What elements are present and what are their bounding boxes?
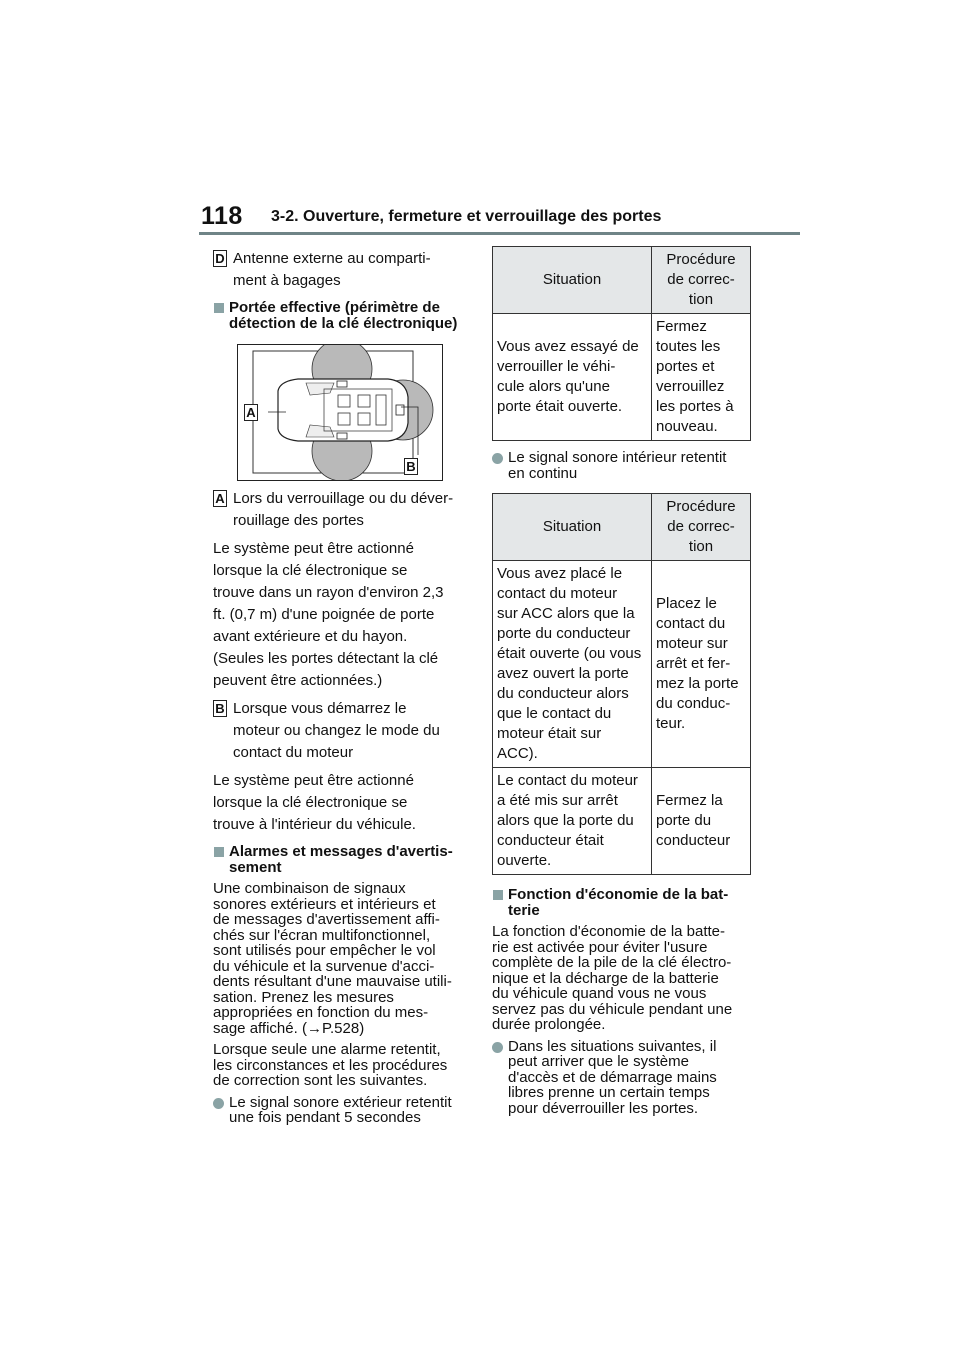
table-open-door [492,246,751,441]
figure-label-a: A [244,404,258,421]
header-divider [199,232,800,235]
label-a: A [213,490,227,507]
page-number: 118 [201,202,243,230]
section-square-icon [214,303,224,313]
item-b-text: Lorsque vous démarrez le moteur ou changez le mode du contact du moteur [233,700,440,761]
table2-header-situation: Situation [493,494,652,561]
paragraph-alarmes: Une combinaison de signaux sonores extérieurs et intérieurs et de messages d'avertissement affi- chés sur l'écran multifonctionnel, sont utilisés pour empêcher le vol du véhicule et la survenue d'acci- dents résultant d'une mauvaise utili- sation. Prenez les mesures appropriées en fonction du mes- sage affiché. (→P.528) [213,880,452,1037]
table1-cell: Vous avez essayé de verrouiller le véhi- cule alors qu'une porte était ouverte. [493,314,652,441]
bullet-icon [492,453,503,464]
left-column-lower [213,488,475,1130]
section-title: 3-2. Ouverture, fermeture et verrouillage des portes [271,208,662,225]
table2-cell: Le contact du moteur a été mis sur arrêt alors que la porte du conducteur était ouverte. [493,768,652,875]
table1-cell: Fermez toutes les portes et verrouillez les portes à nouveau. [652,314,751,441]
bullet-interior-signal: Le signal sonore intérieur retentit en continu [492,450,754,481]
item-d-text: Antenne externe au comparti- ment à bagages [233,250,431,289]
bullet-icon [213,1098,224,1109]
detection-range-figure [237,344,443,481]
section-square-icon [214,847,224,857]
figure-label-b: B [404,458,418,475]
label-b: B [213,700,227,717]
section-economie-batterie: Fonction d'économie de la bat- terie [492,887,754,918]
item-a [213,488,475,532]
bullet-icon [492,1042,503,1053]
paragraph-economie: La fonction d'économie de la batte- rie est activée pour éviter l'usure complète de la pile de la clé électro- nique et la décharge de la batterie du véhicule quand vous ne vous servez pas du véhicule pendant une durée prolongée. [492,923,733,1033]
label-d: D [213,250,227,267]
item-a-text: Lors du verrouillage ou du déver- rouillage des portes [233,490,454,529]
table2-header-procedure: Procédure de correc- tion [652,494,751,561]
item-b [213,698,475,764]
section-alarmes: Alarmes et messages d'avertis- sement [213,844,475,875]
section-portee: Portée effective (périmètre de détection de la clé électronique) [213,300,475,331]
table2-cell: Placez le contact du moteur sur arrêt et fer- mez la porte du conduc- teur. [652,561,751,768]
paragraph-circonstances: Lorsque seule une alarme retentit, les circonstances et les procédures de correction sont les suivantes. [213,1041,448,1089]
bullet-situations: Dans les situations suivantes, il peut arriver que le système d'accès et de démarrage mains libres prenne un certain temps pour déverrouiller les portes. [492,1039,754,1117]
bullet-exterior-signal: Le signal sonore extérieur retentit une fois pendant 5 secondes [213,1095,475,1126]
left-column [213,248,475,337]
table-interior-signal [492,493,751,875]
section-square-icon [493,890,503,900]
item-d [213,248,475,292]
table2-cell: Vous avez placé le contact du moteur sur ACC alors que la porte du conducteur était ouverte (ou vous avez ouvert la porte du conducteur alors que le contact du moteur était sur ACC). [493,561,652,768]
paragraph-inside: Le système peut être actionné lorsque la clé électronique se trouve à l'intérieur du véhicule. [213,772,416,833]
table1-header-procedure: Procédure de correc- tion [652,247,751,314]
paragraph-range: Le système peut être actionné lorsque la clé électronique se trouve dans un rayon d'environ 2,3 ft. (0,7 m) d'une poignée de porte avant extérieure et du hayon. (Seules les portes détectant la clé peuvent être actionnées.) [213,540,444,689]
table2-cell: Fermez la porte du conducteur [652,768,751,875]
right-column [492,246,754,1120]
table1-header-situation: Situation [493,247,652,314]
